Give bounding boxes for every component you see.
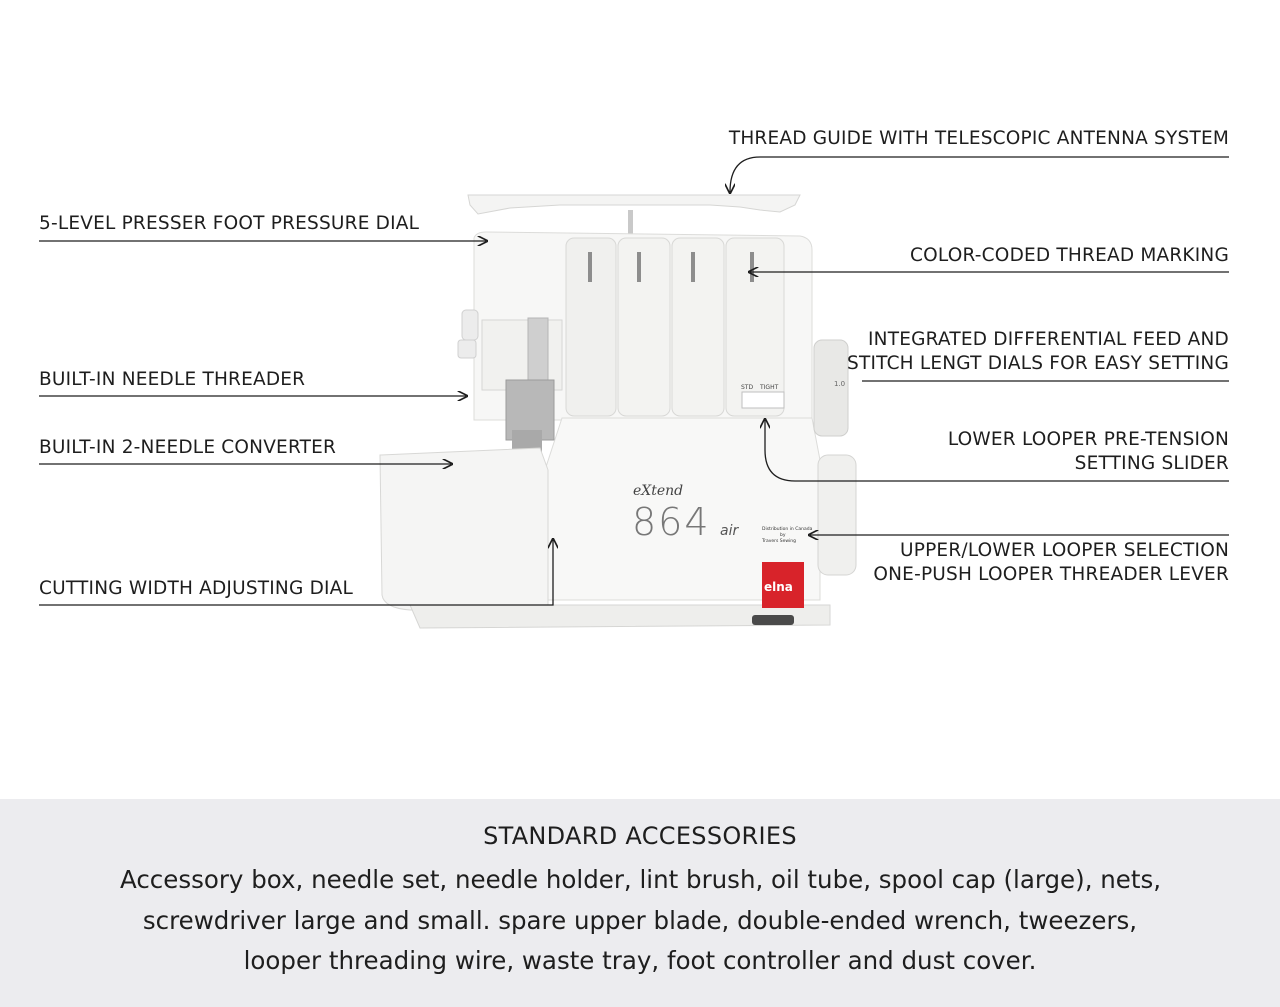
distribution-line-1: Distribution in Canada xyxy=(762,527,813,532)
pressure-dial-label: 5-LEVEL PRESSER FOOT PRESSURE DIAL xyxy=(39,213,420,234)
std-label: STD xyxy=(741,384,754,391)
accessories-title: STANDARD ACCESSORIES xyxy=(483,822,797,850)
serger-machine xyxy=(380,195,856,628)
model-suffix-text: air xyxy=(720,523,739,539)
model-small-text: eXtend xyxy=(633,483,684,499)
accessories-line-3: looper threading wire, waste tray, foot controller and dust cover. xyxy=(243,946,1037,975)
thread-guide-leader xyxy=(730,157,1229,192)
cutting-width-label: CUTTING WIDTH ADJUSTING DIAL xyxy=(39,578,354,599)
looper-selection-label-2: ONE-PUSH LOOPER THREADER LEVER xyxy=(873,564,1229,585)
side-dial-value: 1.0 xyxy=(834,380,846,388)
accessories-list xyxy=(120,860,1160,982)
distribution-line-3: Travers Sewing xyxy=(762,539,797,544)
thread-guide-label: THREAD GUIDE WITH TELESCOPIC ANTENNA SYSTEM xyxy=(728,128,1229,149)
accessories-line-1: Accessory box, needle set, needle holder, lint brush, oil tube, spool cap (large), nets, xyxy=(120,865,1162,894)
elna-logo-text: elna xyxy=(764,580,793,594)
needle-threader-label: BUILT-IN NEEDLE THREADER xyxy=(39,369,306,390)
pretension-label-2: SETTING SLIDER xyxy=(1074,453,1229,474)
model-number-text: 864 xyxy=(632,500,711,544)
looper-selection-label-1: UPPER/LOWER LOOPER SELECTION xyxy=(899,540,1229,561)
tight-label: TIGHT xyxy=(760,384,779,391)
accessories-line-2: screwdriver large and small. spare upper blade, double-ended wrench, tweezers, xyxy=(142,905,1138,935)
distribution-line-2: by xyxy=(780,533,786,538)
diff-feed-label-1: INTEGRATED DIFFERENTIAL FEED AND xyxy=(868,329,1229,350)
two-needle-label: BUILT-IN 2-NEEDLE CONVERTER xyxy=(39,437,337,458)
diff-feed-label-2: STITCH LENGT DIALS FOR EASY SETTING xyxy=(847,353,1229,374)
pretension-label-1: LOWER LOOPER PRE-TENSION xyxy=(947,429,1229,450)
color-coded-label: COLOR-CODED THREAD MARKING xyxy=(910,245,1229,266)
